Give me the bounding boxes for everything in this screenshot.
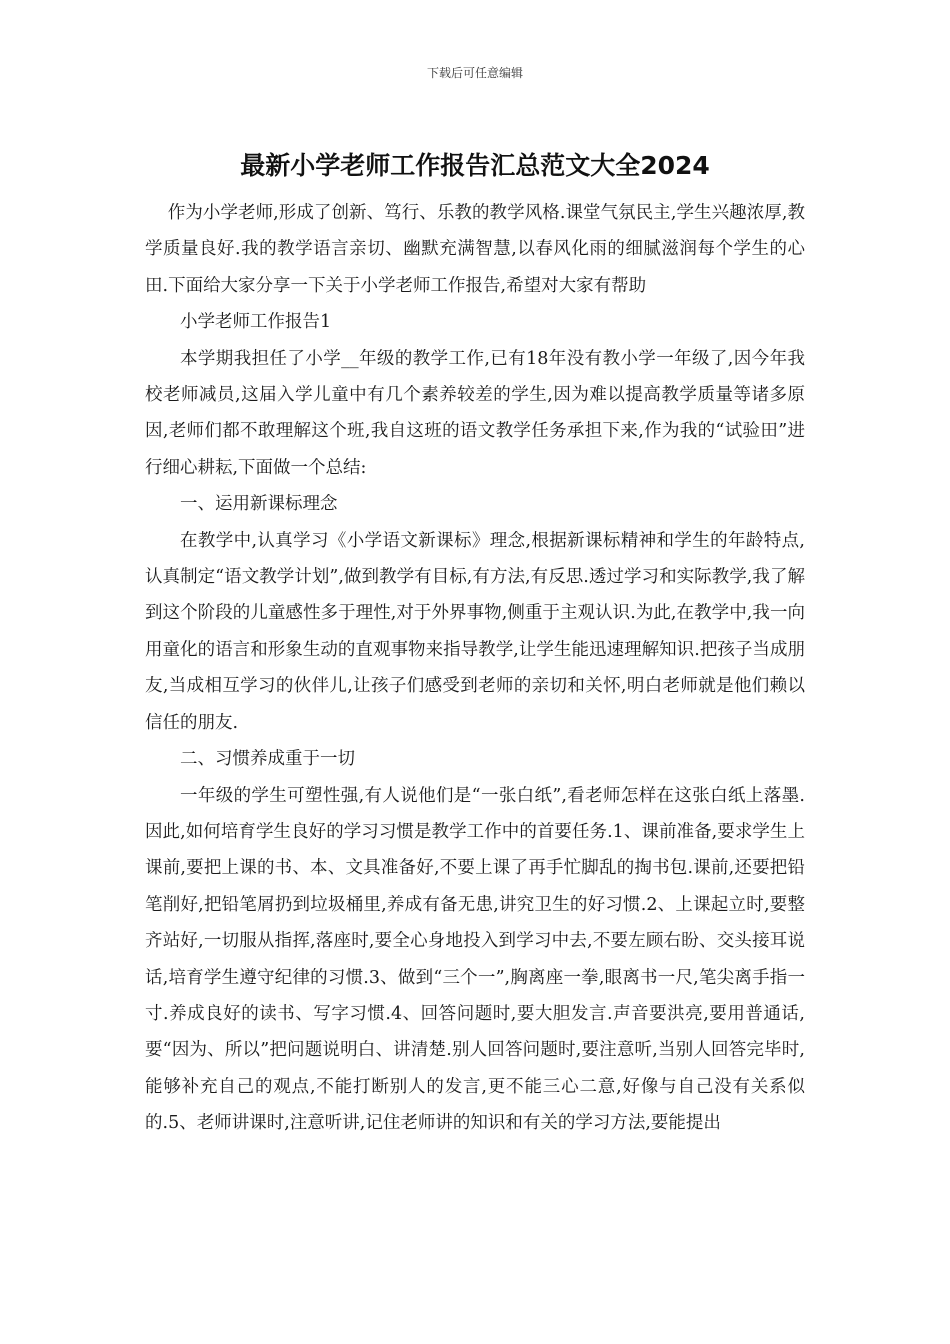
- document-title: 最新小学老师工作报告汇总范文大全2024: [240, 151, 710, 180]
- header-note: 下载后可任意编辑: [426, 66, 523, 80]
- intro-paragraph: 作为小学老师,形成了创新、笃行、乐教的教学风格.课堂气氛民主,学生兴趣浓厚,教学质量良好.我的教学语言亲切、幽默充满智慧,以春风化雨的细腻滋润每个学生的心田.下面给大家分享一下关于小学老师工作报告,希望对大家有帮助: [145, 203, 805, 296]
- body-paragraph: 在教学中,认真学习《小学语文新课标》理念,根据新课标精神和学生的年龄特点,认真制定“语文教学计划”,做到教学有目标,有方法,有反思.透过学习和实际教学,我了解到这个阶段的儿童感性多于理性,对于外界事物,侧重于主观认识.为此,在教学中,我一向用童化的语言和形象生动的直观事物来指导教学,让学生能迅速理解知识.把孩子当成朋友,当成相互学习的伙伴儿,让孩子们感受到老师的亲切和关怀,明白老师就是他们赖以信任的朋友.: [145, 530, 805, 733]
- section-heading-2: 二、习惯养成重于一切: [180, 749, 355, 770]
- body-paragraph: 一年级的学生可塑性强,有人说他们是“一张白纸”,看老师怎样在这张白纸上落墨.因此,如何培育学生良好的学习习惯是教学工作中的首要任务.1、课前准备,要求学生上课前,要把上课的书、本、文具准备好,不要上课了再手忙脚乱的掏书包.课前,还要把铅笔削好,把铅笔屑扔到垃圾桶里,养成有备无患,讲究卫生的好习惯.2、上课起立时,要整齐站好,一切服从指挥,落座时,要全心身地投入到学习中去,不要左顾右盼、交头接耳说话,培育学生遵守纪律的习惯.3、做到“三个一”,胸离座一拳,眼离书一尺,笔尖离手指一寸.养成良好的读书、写字习惯.4、回答问题时,要大胆发言.声音要洪亮,要用普通话,要“因为、所以”把问题说明白、讲清楚.别人回答问题时,要注意听,当别人回答完毕时,能够补充自己的观点,不能打断别人的发言,更不能三心二意,好像与自己没有关系似的.5、老师讲课时,注意听讲,记住老师讲的知识和有关的学习方法,要能提出: [145, 785, 805, 1134]
- body-paragraph: 本学期我担任了小学__年级的教学工作,已有18年没有教小学一年级了,因今年我校老师减员,这届入学儿童中有几个素养较差的学生,因为难以提高教学质量等诸多原因,老师们都不敢理解这个班,我自这班的语文教学任务承担下来,作为我的“试验田”进行细心耕耘,下面做一个总结:: [145, 348, 805, 478]
- section-heading-1: 一、运用新课标理念: [180, 494, 338, 515]
- document-body: [145, 195, 805, 1142]
- section-heading-report-1: 小学老师工作报告1: [180, 312, 332, 333]
